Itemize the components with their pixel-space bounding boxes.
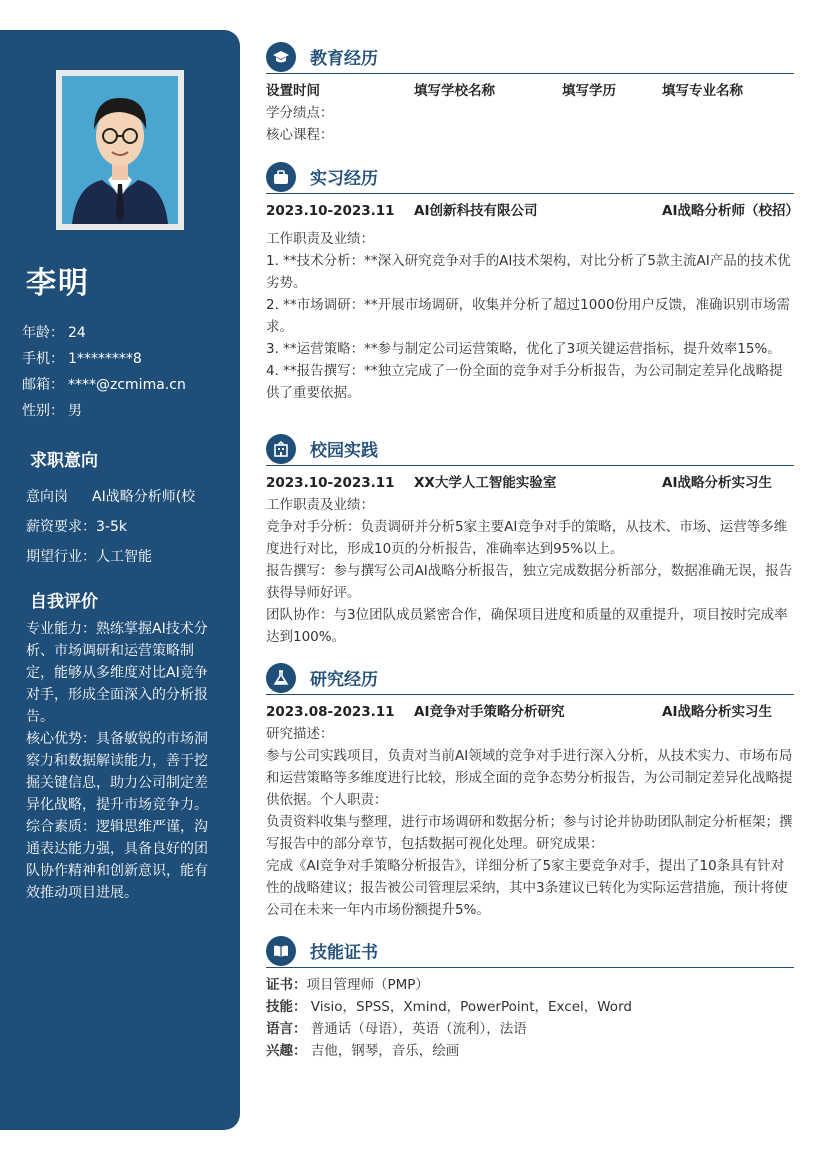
campus-org: XX大学人工智能实验室 (414, 475, 557, 491)
hobby-label: 兴趣： (266, 1043, 307, 1059)
skills-section (266, 934, 794, 1062)
job-intent (26, 482, 195, 572)
language-label: 语言： (266, 1021, 307, 1037)
internship-role: AI战略分析师（校招） (662, 203, 799, 219)
position-label: 意向岗 (26, 489, 68, 505)
internship-item: 1. **技术分析：**深入研究竞争对手的AI技术架构，对比分析了5款主流AI产品的技术优劣势。 (266, 253, 791, 291)
section-title: 研究经历 (310, 670, 378, 690)
gender-row (22, 398, 186, 424)
email-label: 邮箱： (22, 377, 64, 393)
salary-value: 3-5k (96, 519, 127, 535)
internship-intro: 工作职责及业绩： (266, 231, 374, 247)
cert-row (266, 974, 794, 996)
campus-entry-header (266, 472, 794, 494)
education-header (266, 40, 794, 74)
avatar-illustration (62, 76, 178, 224)
flask-icon (266, 663, 296, 693)
internship-entry-header (266, 200, 799, 222)
cert-value: 项目管理师（PMP） (306, 977, 429, 993)
language-row (266, 1018, 794, 1040)
internship-item: 4. **报告撰写：**独立完成了一份全面的竞争对手分析报告，为公司制定差异化战略提供了重要依据。 (266, 363, 783, 401)
email-value: ****@zcmima.cn (68, 377, 186, 393)
industry-label: 期望行业： (26, 549, 96, 565)
self-eval-paragraph: 综合素质：逻辑思维严谨，沟通表达能力强，具备良好的团队协作精神和创新意识，能有效推动项目进展。 (26, 819, 208, 901)
skill-row (266, 996, 794, 1018)
courses-label: 核心课程： (266, 127, 334, 143)
phone-row (22, 346, 186, 372)
building-icon (266, 434, 296, 464)
industry-row (26, 542, 195, 572)
cert-label: 证书： (266, 977, 307, 993)
self-eval-paragraph: 核心优势：具备敏锐的市场洞察力和数据解读能力，善于挖掘关键信息，助力公司制定差异化战略，提升市场竞争力。 (26, 731, 208, 813)
internship-section (266, 160, 799, 404)
research-item: 参与公司实践项目，负责对当前AI领域的竞争对手进行深入分析，从技术实力、市场布局和运营策略等多维度进行比较，形成全面的竞争态势分析报告，为公司制定差异化战略提供依据。个人职责： (266, 748, 793, 808)
self-eval-title: 自我评价 (30, 592, 98, 612)
intent-title: 求职意向 (30, 451, 98, 471)
position-value: AI战略分析师(校 (92, 489, 196, 505)
graduation-cap-icon (266, 42, 296, 72)
profile-photo (56, 70, 184, 230)
gender-label: 性别： (22, 403, 64, 419)
research-role: AI战略分析实习生 (662, 704, 772, 720)
campus-section (266, 432, 794, 648)
internship-time: 2023.10-2023.11 (266, 203, 395, 219)
research-header (266, 661, 794, 695)
gender-value: 男 (68, 403, 82, 419)
age-value: 24 (68, 325, 86, 341)
candidate-name: 李明 (26, 266, 90, 301)
research-entry-header (266, 701, 794, 723)
language-value: 普通话（母语），英语（流利），法语 (310, 1021, 527, 1037)
salary-row (26, 512, 195, 542)
campus-item: 竞争对手分析：负责调研并分析5家主要AI竞争对手的策略，从技术、市场、运营等多维度进行对比，形成10页的分析报告，准确率达到95%以上。 (266, 519, 788, 557)
internship-org: AI创新科技有限公司 (414, 203, 538, 219)
internship-item: 3. **运营策略：**参与制定公司运营策略，优化了3项关键运营指标，提升效率15%。 (266, 341, 781, 357)
salary-label: 薪资要求： (26, 519, 96, 535)
position-row (26, 482, 195, 512)
education-time: 设置时间 (266, 83, 320, 99)
education-section (266, 40, 794, 146)
education-major: 填写专业名称 (662, 83, 743, 99)
skill-label: 技能： (266, 999, 307, 1015)
campus-role: AI战略分析实习生 (662, 475, 772, 491)
section-title: 技能证书 (310, 943, 378, 963)
research-section (266, 661, 794, 921)
section-title: 教育经历 (310, 49, 378, 69)
age-label: 年龄： (22, 325, 64, 341)
section-title: 实习经历 (310, 169, 378, 189)
hobby-row (266, 1040, 794, 1062)
internship-item: 2. **市场调研：**开展市场调研，收集并分析了超过1000份用户反馈，准确识别市场需求。 (266, 297, 791, 335)
campus-time: 2023.10-2023.11 (266, 475, 395, 491)
email-row (22, 372, 186, 398)
personal-info (22, 320, 186, 424)
book-icon (266, 936, 296, 966)
self-eval-paragraph: 专业能力：熟练掌握AI技术分析、市场调研和运营策略制定，能够从多维度对比AI竞争对手，形成全面深入的分析报告。 (26, 621, 208, 725)
campus-item: 报告撰写：参与撰写公司AI战略分析报告，独立完成数据分析部分，数据准确无误，报告获得导师好评。 (266, 563, 793, 601)
skill-value: Visio，SPSS，Xmind，PowerPoint，Excel，Word (310, 999, 632, 1015)
research-intro: 研究描述： (266, 726, 334, 742)
research-org: AI竞争对手策略分析研究 (414, 704, 565, 720)
research-time: 2023.08-2023.11 (266, 704, 395, 720)
age-row (22, 320, 186, 346)
education-school: 填写学校名称 (414, 83, 495, 99)
phone-value: 1********8 (68, 351, 142, 367)
gpa-label: 学分绩点： (266, 105, 334, 121)
industry-value: 人工智能 (96, 549, 152, 565)
education-entry-header (266, 80, 794, 102)
hobby-value: 吉他，钢琴，音乐，绘画 (310, 1043, 460, 1059)
education-degree: 填写学历 (562, 83, 616, 99)
skills-header (266, 934, 794, 968)
phone-label: 手机： (22, 351, 64, 367)
campus-item: 团队协作：与3位团队成员紧密合作，确保项目进度和质量的双重提升，项目按时完成率达到100%。 (266, 607, 788, 645)
research-item: 完成《AI竞争对手策略分析报告》，详细分析了5家主要竞争对手，提出了10条具有针对性的战略建议；报告被公司管理层采纳，其中3条建议已转化为实际运营措施，预计将使公司在未来一年内市场份额提升5%。 (266, 858, 788, 918)
campus-header (266, 432, 794, 466)
briefcase-icon (266, 162, 296, 192)
research-item: 负责资料收集与整理，进行市场调研和数据分析；参与讨论并协助团队制定分析框架；撰写报告中的部分章节，包括数据可视化处理。研究成果： (266, 814, 793, 852)
self-evaluation (26, 618, 220, 904)
internship-header (266, 160, 794, 194)
campus-intro: 工作职责及业绩： (266, 497, 374, 513)
section-title: 校园实践 (310, 441, 378, 461)
sidebar (0, 30, 240, 1130)
